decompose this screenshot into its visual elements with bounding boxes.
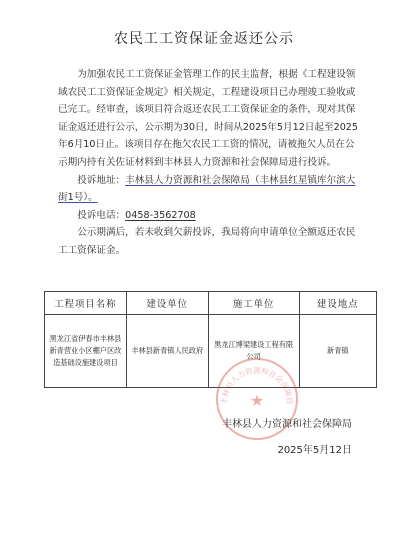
header-project-name: 工程项目名称 [45, 292, 127, 315]
intro-paragraph: 为加强农民工工资保证金管理工作的民主监督，根据《工程建设领域农民工工资保证金规定》相关规定，工程建设项目已办理竣工验收或已完工。经审查，该项目符合返还农民工工资保证金的条件，现对其保证金返还进行公示，公示期为30日，时间从2025年5月12日起至2025年6月10日止。该项目存在拖欠农民工工资的情况，请被拖欠人员在公示期内持有关佐证材料到丰林县人力资源和社会保障局进行投诉。 [58, 69, 359, 168]
cell-project-name: 黑龙江省伊春市丰林县新青营业小区棚户区改造基础设施建设项目 [45, 315, 127, 388]
complaint-phone [58, 207, 363, 225]
phone-value: 0458-3562708 [125, 209, 196, 221]
table-header-row [45, 292, 377, 315]
cell-location: 新青镇 [299, 315, 376, 388]
project-table [44, 291, 377, 388]
notice-body [58, 66, 363, 260]
phone-label: 投诉电话： [77, 209, 126, 221]
header-location: 建设地点 [299, 292, 376, 315]
closing-paragraph: 公示期满后，若未收到欠薪投诉，我局将向申请单位全额返还农民工工资保证金。 [58, 227, 356, 256]
table-row [45, 315, 377, 388]
complaint-address [58, 172, 363, 207]
cell-builder: 丰林县新青镇人民政府 [126, 315, 208, 388]
issue-date: 2025年5月12日 [277, 445, 352, 456]
address-label: 投诉地址： [77, 174, 126, 186]
header-builder: 建设单位 [126, 292, 208, 315]
seal-star: ★ [249, 391, 265, 410]
cell-contractor: 黑龙江博梁建设工程有限公司 [208, 315, 299, 388]
signature-block [222, 412, 352, 464]
page-title: 农民工工资保证金返还公示 [114, 31, 294, 47]
issuing-organization: 丰林县人力资源和社会保障局 [222, 419, 352, 430]
header-contractor: 施工单位 [208, 292, 299, 315]
address-value: 丰林县人力资源和社会保障局（丰林县红星镇库尔滨大街1号）。 [58, 174, 356, 204]
seal-text: 丰林县人力资源和社会保障局 [219, 366, 295, 405]
